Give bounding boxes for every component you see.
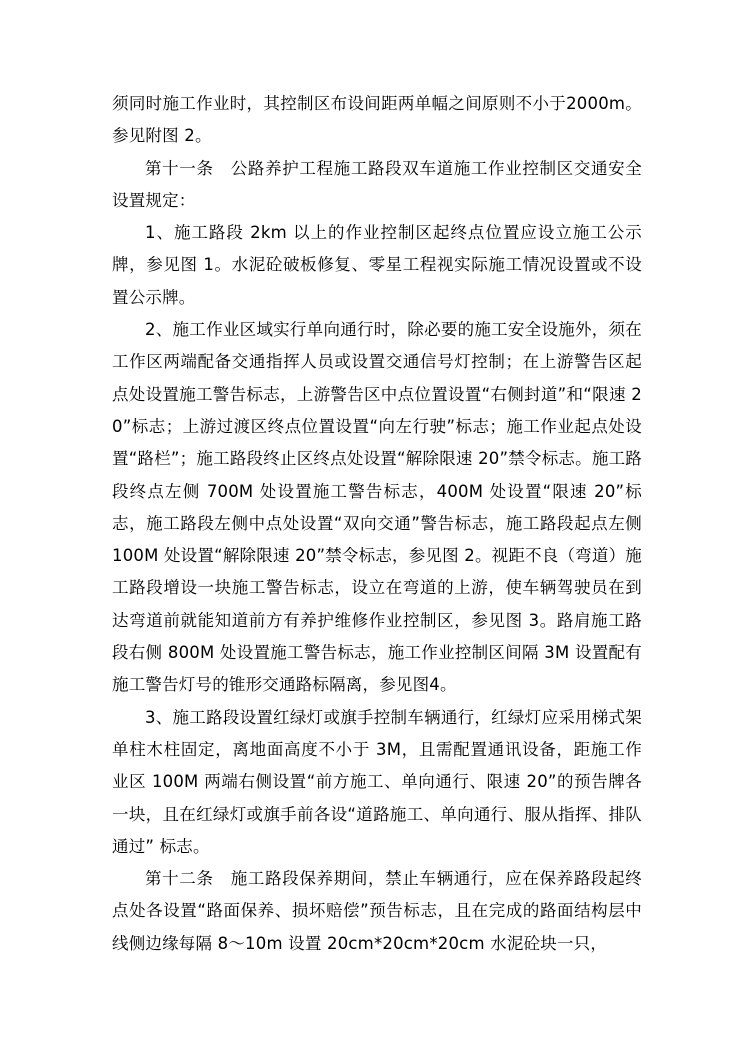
article-11-item-3: 3、施工路段设置红绿灯或旗手控制车辆通行，红绿灯应采用梯式架单柱木柱固定，离地面高度不小于 3M，且需配置通讯设备，距施工作业区 100M 两端右侧设置“前方施工、单向通行、限速 20”的预告牌各一块，且在红绿灯或旗手前各设“道路施工、单向通行、服从指挥、排队通过” 标志。 [112,707,642,856]
article-11-item-1: 1、施工路段 2km 以上的作业控制区起终点位置应设立施工公示牌，参见图 1。水泥砼破板修复、零星工程视实际施工情况设置或不设置公示牌。 [112,223,642,307]
article-11-item-2: 2、施工作业区域实行单向通行时，除必要的施工安全设施外，须在工作区两端配备交通指挥人员或设置交通信号灯控制；在上游警告区起点处设置施工警告标志，上游警告区中点位置设置“右侧封道”和“限速 20”标志；上游过渡区终点位置设置“向左行驶”标志；施工作业起点处设置“路栏”；施工路段终止区终点处设置“解除限速 20”禁令标志。施工路段终点左侧 700M 处设置施工警告标志，400M 处设置“限速 20”标志，施工路段左侧中点处设置“双向交通”警告标志，施工路段起点左侧 100M 处设置“解除限速 20”禁令标志，参见图 2。视距不良（弯道）施工路段增设一块施工警告标志，设立在弯道的上游，使车辆驾驶员在到达弯道前就能知道前方有养护维修作业控制区，参见图 3。路肩施工路段右侧 800M 处设置施工警告标志，施工作业控制区间隔 3M 设置配有施工警告灯号的锥形交通路标隔离，参见图4。 [112,320,642,695]
article-11-heading: 第十一条 公路养护工程施工路段双车道施工作业控制区交通安全设置规定： [112,158,642,210]
body-text [112,88,642,960]
paragraph-continuation: 须同时施工作业时，其控制区布设间距两单幅之间原则不小于2000m。参见附图 2。 [112,94,642,146]
article-12: 第十二条 施工路段保养期间，禁止车辆通行，应在保养路段起终点处各设置“路面保养、损坏赔偿”预告标志，且在完成的路面结构层中线侧边缘每隔 8～10m 设置 20cm*20cm*20cm 水泥砼块一只， [112,869,642,953]
